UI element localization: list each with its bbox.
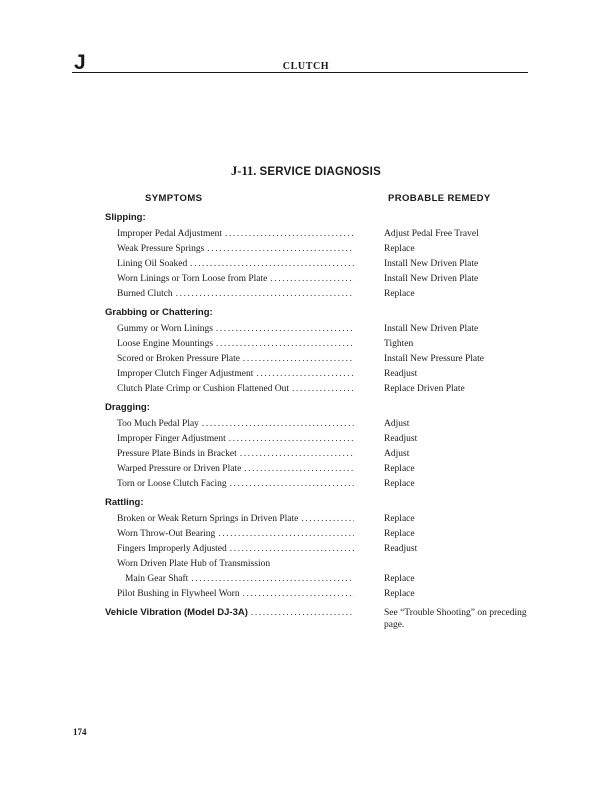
remedy-text: Tighten xyxy=(384,339,414,349)
remedy-text: Adjust xyxy=(384,449,410,459)
table-row xyxy=(0,543,612,556)
symptom-text: Main Gear Shaft . . . xyxy=(125,573,354,585)
table-row xyxy=(0,463,612,476)
section-letter: J xyxy=(74,51,86,74)
symptom-text: Clutch Plate Crimp or Cushion Flattened Out . . . xyxy=(117,383,354,395)
symptom-text: Worn Throw-Out Bearing . . . xyxy=(117,528,354,540)
symptom-text: Broken or Weak Return Springs in Driven Plate . . . xyxy=(117,513,354,525)
remedy-text: Readjust xyxy=(384,434,418,444)
category-dragging: Dragging: xyxy=(105,402,150,413)
symptom-text: Warped Pressure or Driven Plate . . . xyxy=(117,463,354,475)
category-slipping: Slipping: xyxy=(105,212,146,223)
symptom-text: Gummy or Worn Linings . . . xyxy=(117,323,354,335)
remedy-text: Readjust xyxy=(384,369,418,379)
table-row xyxy=(0,588,612,601)
table-row xyxy=(0,243,612,256)
table-row xyxy=(0,513,612,526)
remedy-column-header: PROBABLE REMEDY xyxy=(388,193,491,204)
table-row xyxy=(0,353,612,366)
heading-title: SERVICE DIAGNOSIS xyxy=(259,166,381,178)
table-row xyxy=(0,418,612,431)
header-rule xyxy=(72,72,528,73)
symptom-text: Weak Pressure Springs . . . xyxy=(117,243,354,255)
table-row xyxy=(0,607,612,630)
remedy-text: Replace Driven Plate xyxy=(384,384,465,394)
symptom-text: Improper Clutch Finger Adjustment . . . xyxy=(117,368,354,380)
symptom-text: Loose Engine Mountings . . . xyxy=(117,338,354,350)
remedy-text: Replace xyxy=(384,479,415,489)
remedy-text: Adjust Pedal Free Travel xyxy=(384,229,479,239)
table-row xyxy=(0,433,612,446)
table-row xyxy=(0,368,612,381)
symptom-text: Scored or Broken Pressure Plate . . . xyxy=(117,353,354,365)
table-row xyxy=(0,338,612,351)
remedy-text: Install New Pressure Plate xyxy=(384,354,484,364)
remedy-text: Replace xyxy=(384,589,415,599)
table-row xyxy=(0,323,612,336)
remedy-text: Replace xyxy=(384,464,415,474)
symptom-text: Pilot Bushing in Flywheel Worn . . . xyxy=(117,588,354,600)
symptom-text: Burned Clutch . . . xyxy=(117,288,354,300)
table-row xyxy=(0,558,612,571)
remedy-text: Replace xyxy=(384,574,415,584)
category-rattling: Rattling: xyxy=(105,497,144,508)
symptom-text: Lining Oil Soaked . . . xyxy=(117,258,354,270)
page-heading xyxy=(0,164,612,179)
table-row xyxy=(0,258,612,271)
remedy-text: Adjust xyxy=(384,419,410,429)
symptoms-column-header: SYMPTOMS xyxy=(145,193,203,204)
symptom-text: Vehicle Vibration (Model DJ-3A) . . . xyxy=(105,607,354,619)
symptom-text: Worn Linings or Torn Loose from Plate . . . xyxy=(117,273,354,285)
table-row xyxy=(0,288,612,301)
symptom-text: Pressure Plate Binds in Bracket . . . xyxy=(117,448,354,460)
table-row xyxy=(0,228,612,241)
remedy-text: Readjust xyxy=(384,544,418,554)
page-number: 174 xyxy=(73,727,87,737)
remedy-text: See “Trouble Shooting” on preceding page. xyxy=(384,608,527,630)
symptom-text: Too Much Pedal Play . . . xyxy=(117,418,354,430)
table-row xyxy=(0,273,612,286)
category-grabbing: Grabbing or Chattering: xyxy=(105,307,213,318)
table-row xyxy=(0,573,612,586)
remedy-text: Install New Driven Plate xyxy=(384,259,479,269)
symptom-text: Fingers Improperly Adjusted . . . xyxy=(117,543,354,555)
symptom-text: Improper Pedal Adjustment . . . xyxy=(117,228,354,240)
remedy-text: Replace xyxy=(384,514,415,524)
table-row xyxy=(0,448,612,461)
remedy-text: Install New Driven Plate xyxy=(384,274,479,284)
table-row xyxy=(0,383,612,396)
symptom-text: Worn Driven Plate Hub of Transmission xyxy=(117,559,271,569)
symptom-text: Torn or Loose Clutch Facing . . . xyxy=(117,478,354,490)
table-row xyxy=(0,478,612,491)
remedy-text: Install New Driven Plate xyxy=(384,324,479,334)
remedy-text: Replace xyxy=(384,289,415,299)
symptom-text: Improper Finger Adjustment . . . xyxy=(117,433,354,445)
table-row xyxy=(0,528,612,541)
remedy-text: Replace xyxy=(384,529,415,539)
heading-number: J-11. xyxy=(231,164,257,178)
section-title: CLUTCH xyxy=(282,61,330,72)
remedy-text: Replace xyxy=(384,244,415,254)
